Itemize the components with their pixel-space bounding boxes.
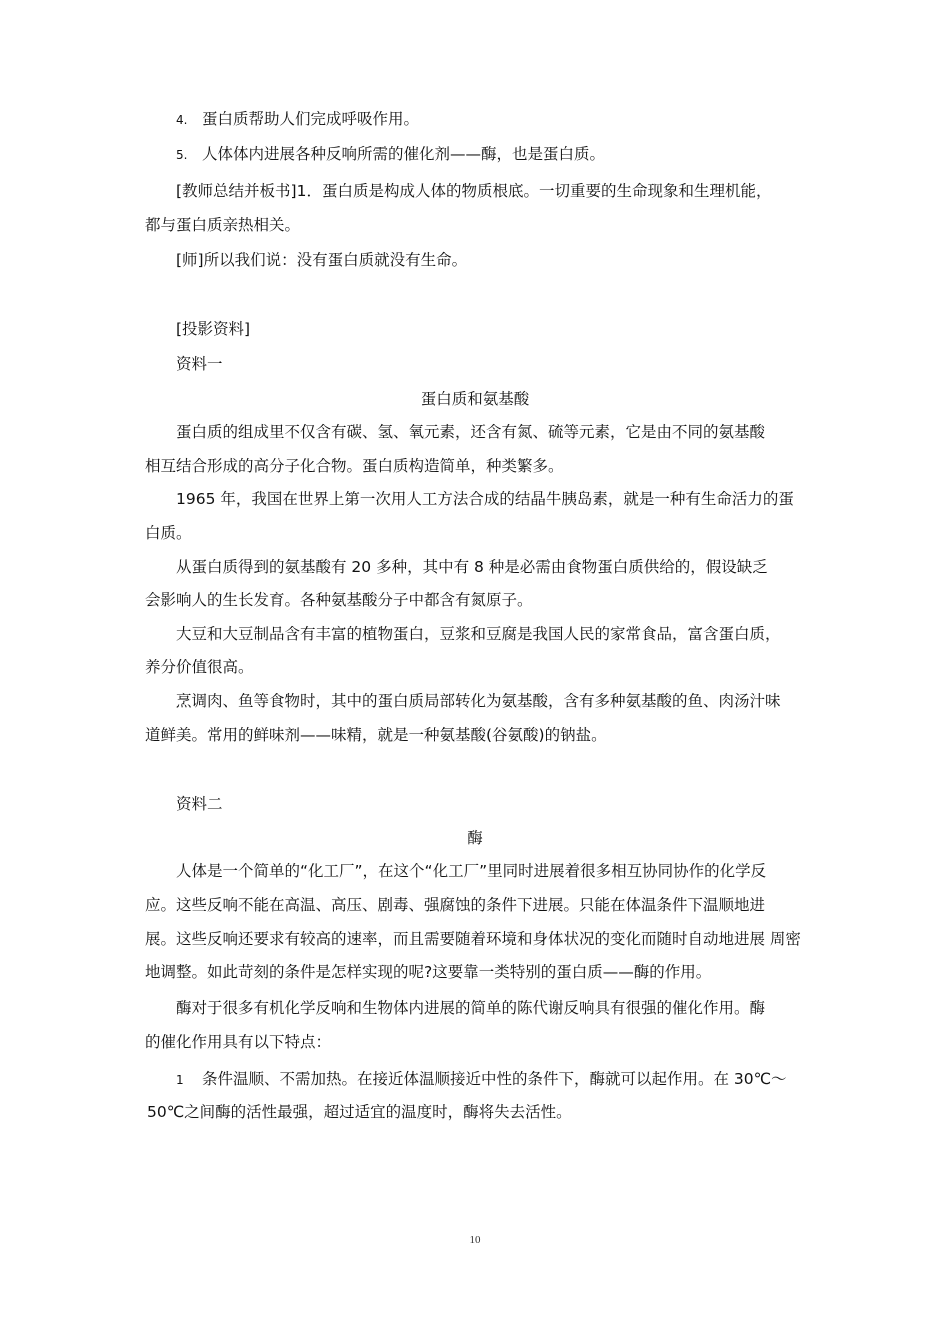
list-item-5: [176, 143, 605, 166]
paragraph-line: 相互结合形成的高分子化合物。蛋白质构造简单，种类繁多。: [145, 457, 564, 475]
paragraph-line: 人体是一个简单的“化工厂”，在这个“化工厂”里同时进展着很多相互协同协作的化学反: [176, 862, 767, 880]
list-item-1: [176, 1068, 787, 1091]
material-one-label: 资料一: [176, 355, 223, 373]
paragraph-line: 应。这些反响不能在高温、高压、剧毒、强腐蚀的条件下进展。只能在体温条件下温顺地进: [145, 896, 766, 914]
paragraph-line: 白质。: [145, 524, 192, 542]
paragraph-line: 50℃之间酶的活性最强，超过适宜的温度时，酶将失去活性。: [147, 1103, 572, 1121]
projection-heading: [投影资料]: [176, 320, 251, 338]
material-one-title: 蛋白质和氨基酸: [420, 390, 530, 408]
list-number: 1: [176, 1073, 184, 1087]
material-two-title: 酶: [467, 829, 483, 847]
material-two-label: 资料二: [176, 795, 223, 813]
list-item-4: [176, 108, 419, 131]
paragraph-line: 的催化作用具有以下特点：: [145, 1033, 332, 1051]
teacher-summary-line-2: 都与蛋白质亲热相关。: [145, 216, 301, 234]
teacher-remark: [师]所以我们说：没有蛋白质就没有生命。: [176, 251, 468, 269]
list-text: 蛋白质帮助人们完成呼吸作用。: [202, 110, 420, 128]
paragraph-line: 地调整。如此苛刻的条件是怎样实现的呢?这要靠一类特别的蛋白质——酶的作用。: [145, 963, 712, 981]
list-text: 条件温顺、不需加热。在接近体温顺接近中性的条件下，酶就可以起作用。在 30℃～: [202, 1070, 787, 1088]
paragraph-line: 烹调肉、鱼等食物时，其中的蛋白质局部转化为氨基酸，含有多种氨基酸的鱼、肉汤汁味: [176, 692, 781, 710]
paragraph-line: 酶对于很多有机化学反响和生物体内进展的简单的陈代谢反响具有很强的催化作用。酶: [176, 999, 766, 1017]
list-number: 5.: [176, 148, 188, 162]
list-number: 4.: [176, 113, 188, 127]
paragraph-line: 从蛋白质得到的氨基酸有 20 多种，其中有 8 种是必需由食物蛋白质供给的，假设缺乏: [176, 558, 768, 576]
paragraph-line: 1965 年，我国在世界上第一次用人工方法合成的结晶牛胰岛素，就是一种有生命活力的蛋: [176, 490, 794, 508]
paragraph-line: 展。这些反响还要求有较高的速率，而且需要随着环境和身体状况的变化而随时自动地进展 周密: [145, 930, 801, 948]
paragraph-line: 养分价值很高。: [145, 658, 254, 676]
paragraph-line: 蛋白质的组成里不仅含有碳、氢、氧元素，还含有氮、硫等元素，它是由不同的氨基酸: [176, 423, 766, 441]
paragraph-line: 会影响人的生长发育。各种氨基酸分子中都含有氮原子。: [145, 591, 533, 609]
paragraph-line: 大豆和大豆制品含有丰富的植物蛋白，豆浆和豆腐是我国人民的家常食品，富含蛋白质，: [176, 625, 781, 643]
teacher-summary-line-1: [教师总结并板书]1．蛋白质是构成人体的物质根底。一切重要的生命现象和生理机能，: [176, 182, 772, 200]
list-text: 人体体内进展各种反响所需的催化剂——酶，也是蛋白质。: [202, 145, 606, 163]
page-number: 10: [469, 1234, 481, 1246]
paragraph-line: 道鲜美。常用的鲜味剂——味精，就是一种氨基酸(谷氨酸)的钠盐。: [145, 726, 607, 744]
